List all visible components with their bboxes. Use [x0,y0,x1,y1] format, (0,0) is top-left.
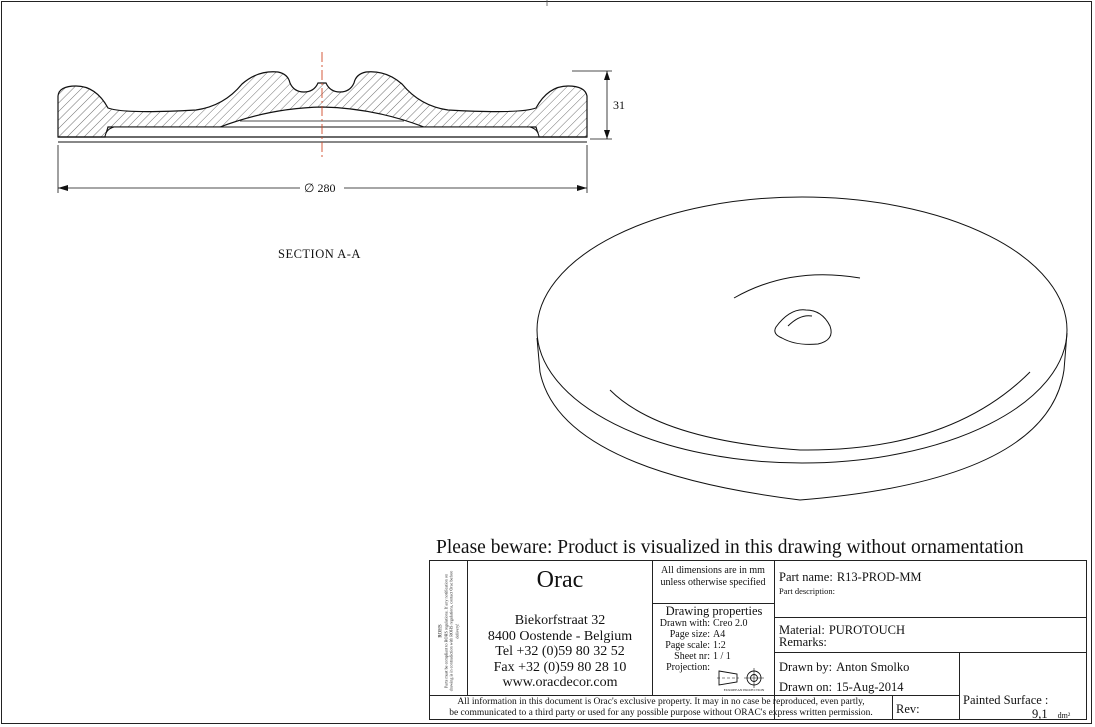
phone-line: Tel +32 (0)59 80 32 52 [495,644,625,659]
rohs-note [432,565,466,697]
rohs-heading: ROHS [438,624,444,638]
part-name-value: R13-PROD-MM [836,570,922,584]
part-description-label: Part description: [779,586,835,596]
address-line: 8400 Oostende - Belgium [487,628,633,644]
rohs-text: Parts must be compliant to ROHS regulations. If any notification on drawing is in contradiction with ROHS regulations, contact Orac before delivery! [443,570,460,692]
confidentiality-footer [430,697,892,718]
painted-surface-unit: dm² [1057,711,1071,720]
footer-line: be communicated to a third party or used for any possible purpose without ORAC's express written permission. [449,707,873,718]
property-row: Sheet nr: 1 / 1 [674,651,731,662]
diameter-dimension-value: ∅ 280 [304,181,336,195]
property-row: Page scale: 1:2 [665,640,726,651]
drawing-properties-title: Drawing properties [665,604,763,618]
address-line: Biekorfstraat 32 [514,613,606,628]
drawn-by-label: Drawn by: [779,660,833,674]
section-label: SECTION A-A [278,247,361,261]
rev-label: Rev: [896,702,920,716]
painted-surface-row [1032,705,1070,723]
drawn-on-label: Drawn on: [779,680,833,694]
company-address [468,613,652,691]
drawn-by-row [779,658,909,676]
remarks-label: Remarks: [779,635,827,649]
painted-surface-label: Painted Surface : [963,693,1049,707]
height-dimension-value: 31 [613,98,625,112]
drawn-on-row [779,678,903,696]
part-name-label: Part name: [779,570,833,584]
property-row: Projection: [666,662,710,673]
property-row: Page size: A4 [669,629,726,640]
drawing-properties [654,604,774,673]
company-name: Orac [536,567,584,593]
projection-caption: EUROPEAN PROJECTION [723,688,765,692]
material-label: Material: [779,623,825,637]
painted-surface-value: 9,1 [1032,707,1048,721]
section-profile [58,52,587,160]
isometric-view [537,197,1067,500]
drawn-by-value: Anton Smolko [836,660,910,674]
property-row: Drawn with: Creo 2.0 [659,618,748,629]
part-name-row [779,568,922,586]
fax-line: Fax +32 (0)59 80 28 10 [493,659,627,675]
material-value: PUROTOUCH [828,623,905,637]
title-block [429,560,1087,720]
footer-line: All information in this document is Orac's exclusive property. It may in no case be reproduced, even partly, [457,697,865,707]
website-link[interactable]: www.oracdecor.com [502,675,618,690]
ornamentation-notice: Please beware: Product is visualized in this drawing without ornamentation [436,537,1024,558]
drawn-on-value: 15-Aug-2014 [836,680,904,694]
dimensions-note: All dimensions are in mm unless otherwise specified [660,565,766,588]
